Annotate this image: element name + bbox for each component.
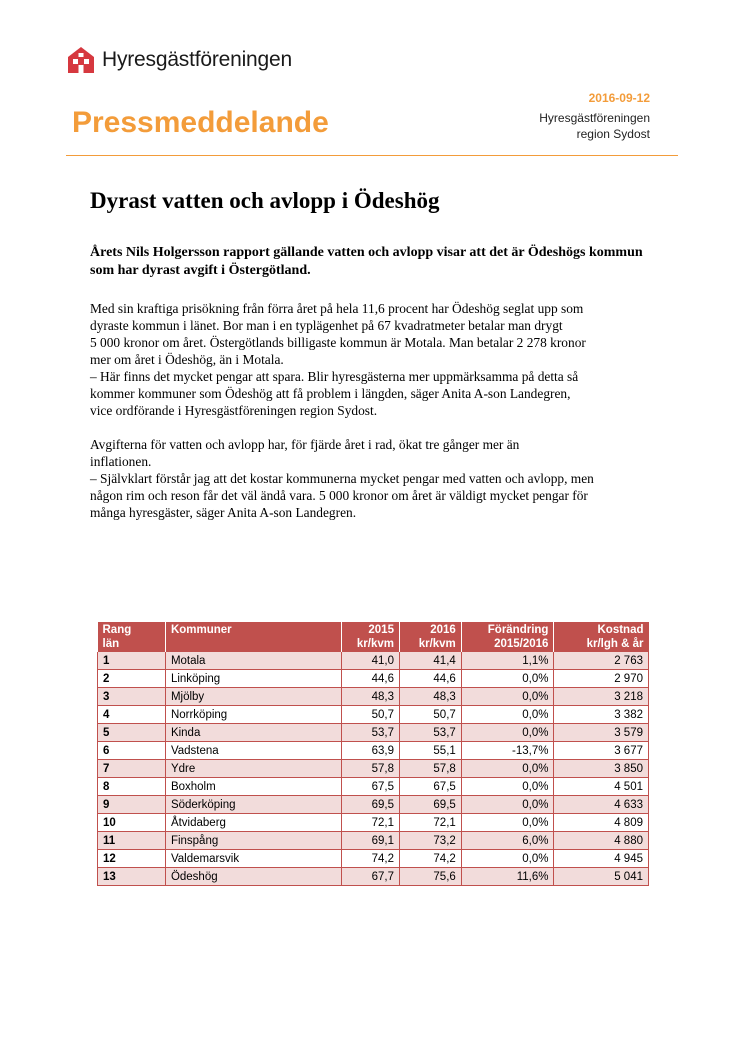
col-header-cost xyxy=(554,622,649,652)
cell-municipality: Kinda xyxy=(165,724,341,742)
cell-change: 11,6% xyxy=(461,868,554,886)
table-row xyxy=(98,760,649,778)
text-line: någon rim och reson får det väl ändå vara. 5 000 kronor om året är väldigt mycket pengar för xyxy=(90,488,588,503)
cell-rank: 10 xyxy=(98,814,166,832)
paragraph-2 xyxy=(90,436,680,521)
cell-change: 0,0% xyxy=(461,724,554,742)
table-row xyxy=(98,724,649,742)
house-logo-icon xyxy=(66,45,96,75)
header-divider xyxy=(66,155,678,156)
cell-municipality: Ödeshög xyxy=(165,868,341,886)
col-header-2015 xyxy=(341,622,399,652)
table-row xyxy=(98,706,649,724)
header-line: kr/kvm xyxy=(418,638,456,650)
cell-2015: 74,2 xyxy=(341,850,399,868)
cell-rank: 1 xyxy=(98,652,166,670)
cell-change: 0,0% xyxy=(461,814,554,832)
header-line: kr/kvm xyxy=(356,638,394,650)
cell-2016: 50,7 xyxy=(399,706,461,724)
text-line: Avgifterna för vatten och avlopp har, för fjärde året i rad, ökat tre gånger mer än xyxy=(90,437,520,452)
text-line: dyraste kommun i länet. Bor man i en typlägenhet på 67 kvadratmeter betalar man drygt xyxy=(90,318,563,333)
cell-change: 6,0% xyxy=(461,832,554,850)
header-line: Rang xyxy=(102,624,132,636)
cell-cost: 2 763 xyxy=(554,652,649,670)
cell-cost: 4 945 xyxy=(554,850,649,868)
cell-municipality: Valdemarsvik xyxy=(165,850,341,868)
cell-rank: 9 xyxy=(98,796,166,814)
cell-change: 0,0% xyxy=(461,706,554,724)
cell-rank: 6 xyxy=(98,742,166,760)
cell-cost: 3 850 xyxy=(554,760,649,778)
cell-2016: 57,8 xyxy=(399,760,461,778)
col-header-rank xyxy=(98,622,166,652)
header-line xyxy=(171,637,336,651)
cell-municipality: Vadstena xyxy=(165,742,341,760)
cell-change: 0,0% xyxy=(461,850,554,868)
cell-municipality: Mjölby xyxy=(165,688,341,706)
article-body xyxy=(90,300,680,538)
cell-rank: 5 xyxy=(98,724,166,742)
cell-change: 1,1% xyxy=(461,652,554,670)
col-header-municipality xyxy=(165,622,341,652)
cell-change: 0,0% xyxy=(461,760,554,778)
cell-2015: 44,6 xyxy=(341,670,399,688)
cell-municipality: Boxholm xyxy=(165,778,341,796)
cell-2016: 69,5 xyxy=(399,796,461,814)
cell-change: 0,0% xyxy=(461,796,554,814)
cell-2015: 50,7 xyxy=(341,706,399,724)
header-line: kr/lgh & år xyxy=(586,638,644,650)
text-line: många hyresgäster, säger Anita A-son Landegren. xyxy=(90,505,357,520)
header-line: Kostnad xyxy=(597,624,644,636)
cell-cost: 3 218 xyxy=(554,688,649,706)
headline: Dyrast vatten och avlopp i Ödeshög xyxy=(90,188,440,213)
table-header-row xyxy=(98,622,649,652)
cell-2016: 41,4 xyxy=(399,652,461,670)
cell-2015: 63,9 xyxy=(341,742,399,760)
cell-2015: 69,1 xyxy=(341,832,399,850)
logo-text: Hyresgästföreningen xyxy=(102,48,292,71)
header-line: Kommuner xyxy=(170,624,232,636)
table-row xyxy=(98,652,649,670)
table-row xyxy=(98,670,649,688)
table-row xyxy=(98,832,649,850)
table-row xyxy=(98,796,649,814)
table-body xyxy=(98,652,649,886)
text-line: inflationen. xyxy=(90,454,152,469)
document-type-title: Pressmeddelande xyxy=(72,106,329,139)
cell-cost: 3 382 xyxy=(554,706,649,724)
lead-paragraph: Årets Nils Holgersson rapport gällande vatten och avlopp visar att det är Ödeshögs kommun som har dyrast avgift i Östergötland. xyxy=(90,245,643,278)
cell-municipality: Linköping xyxy=(165,670,341,688)
table-row xyxy=(98,742,649,760)
text-line: vice ordförande i Hyresgästföreningen region Sydost. xyxy=(90,403,378,418)
cell-2016: 48,3 xyxy=(399,688,461,706)
cell-rank: 11 xyxy=(98,832,166,850)
cell-rank: 4 xyxy=(98,706,166,724)
cell-rank: 2 xyxy=(98,670,166,688)
cell-municipality: Söderköping xyxy=(165,796,341,814)
cell-cost: 3 677 xyxy=(554,742,649,760)
cell-change: -13,7% xyxy=(461,742,554,760)
cell-change: 0,0% xyxy=(461,688,554,706)
sender-line-2: region Sydost xyxy=(576,127,650,141)
sender-block xyxy=(539,110,650,142)
table-row xyxy=(98,778,649,796)
cell-2016: 74,2 xyxy=(399,850,461,868)
table-row xyxy=(98,850,649,868)
cell-2015: 72,1 xyxy=(341,814,399,832)
cell-rank: 8 xyxy=(98,778,166,796)
cell-2016: 53,7 xyxy=(399,724,461,742)
col-header-2016 xyxy=(399,622,461,652)
table-row xyxy=(98,868,649,886)
cell-rank: 3 xyxy=(98,688,166,706)
cell-2015: 57,8 xyxy=(341,760,399,778)
cell-municipality: Åtvidaberg xyxy=(165,814,341,832)
cell-2015: 41,0 xyxy=(341,652,399,670)
cell-2016: 67,5 xyxy=(399,778,461,796)
cell-municipality: Motala xyxy=(165,652,341,670)
header-line: 2016 xyxy=(430,624,456,636)
cell-cost: 4 880 xyxy=(554,832,649,850)
cell-cost: 3 579 xyxy=(554,724,649,742)
cell-2016: 55,1 xyxy=(399,742,461,760)
cell-cost: 2 970 xyxy=(554,670,649,688)
paragraph-1 xyxy=(90,300,680,419)
cell-2015: 69,5 xyxy=(341,796,399,814)
sender-line-1: Hyresgästföreningen xyxy=(539,111,650,125)
cell-2016: 44,6 xyxy=(399,670,461,688)
text-line: Med sin kraftiga prisökning från förra året på hela 11,6 procent har Ödeshög seglat upp som xyxy=(90,301,584,316)
cell-rank: 7 xyxy=(98,760,166,778)
cell-2015: 48,3 xyxy=(341,688,399,706)
text-line: 5 000 kronor om året. Östergötlands billigaste kommun är Motala. Man betalar 2 278 kronor xyxy=(90,335,586,350)
cell-2016: 72,1 xyxy=(399,814,461,832)
cell-cost: 4 809 xyxy=(554,814,649,832)
cell-2015: 67,5 xyxy=(341,778,399,796)
cell-municipality: Norrköping xyxy=(165,706,341,724)
cell-2016: 73,2 xyxy=(399,832,461,850)
table-row xyxy=(98,814,649,832)
col-header-change xyxy=(461,622,554,652)
table-row xyxy=(98,688,649,706)
header-line: 2015 xyxy=(368,624,394,636)
release-date: 2016-09-12 xyxy=(588,91,650,105)
org-logo xyxy=(66,44,292,76)
cell-2016: 75,6 xyxy=(399,868,461,886)
header-line: län xyxy=(102,638,120,650)
cell-rank: 13 xyxy=(98,868,166,886)
header-line: 2015/2016 xyxy=(494,638,549,650)
cell-municipality: Finspång xyxy=(165,832,341,850)
cell-rank: 12 xyxy=(98,850,166,868)
text-line: – Självklart förstår jag att det kostar kommunerna mycket pengar med vatten och avlopp, men xyxy=(90,471,594,486)
cell-cost: 5 041 xyxy=(554,868,649,886)
cell-cost: 4 633 xyxy=(554,796,649,814)
cell-2015: 53,7 xyxy=(341,724,399,742)
text-line: kommer kommuner som Ödeshög att få problem i längden, säger Anita A-son Landegren, xyxy=(90,386,571,401)
text-line: – Här finns det mycket pengar att spara. Blir hyresgästerna mer uppmärksamma på detta så xyxy=(90,369,579,384)
cell-change: 0,0% xyxy=(461,778,554,796)
cell-2015: 67,7 xyxy=(341,868,399,886)
cell-change: 0,0% xyxy=(461,670,554,688)
water-cost-table xyxy=(97,622,649,886)
cell-cost: 4 501 xyxy=(554,778,649,796)
cell-municipality: Ydre xyxy=(165,760,341,778)
header-line: Förändring xyxy=(487,624,549,636)
text-line: mer om året i Ödeshög, än i Motala. xyxy=(90,352,284,367)
